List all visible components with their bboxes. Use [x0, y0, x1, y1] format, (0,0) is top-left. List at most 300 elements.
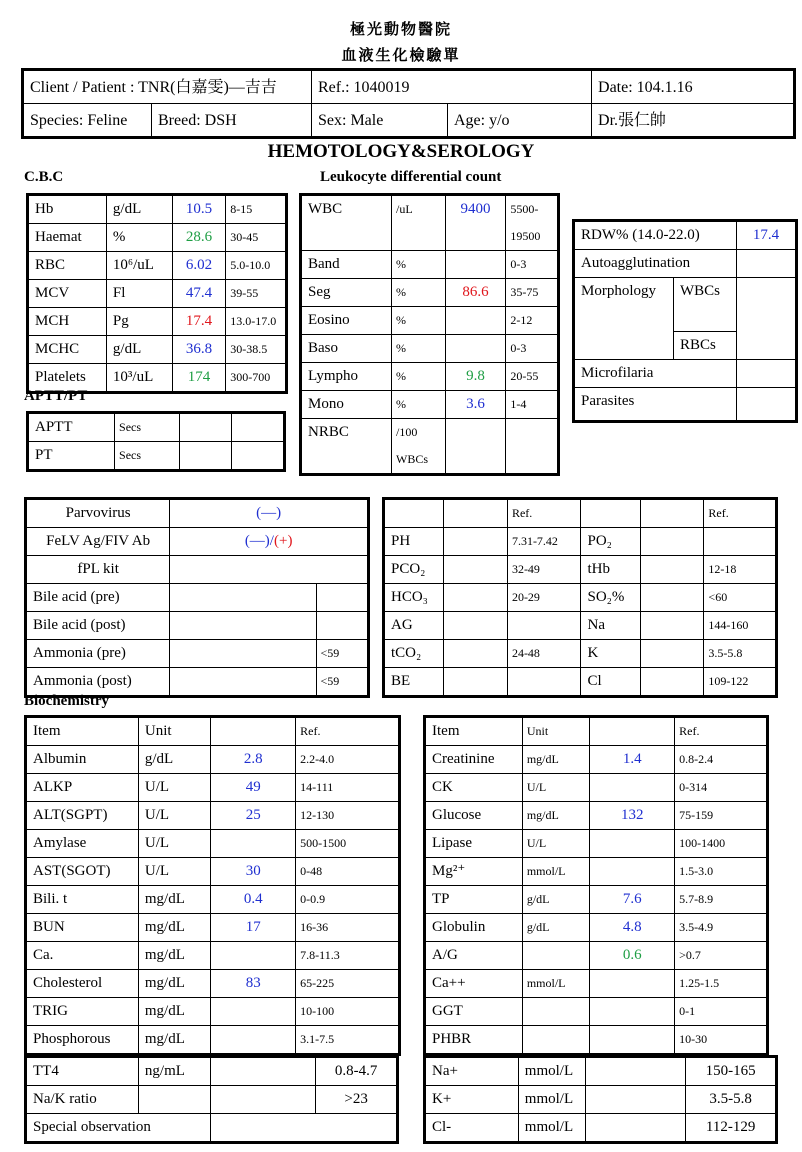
table-cell: mg/dL	[138, 942, 211, 970]
result-value: 83	[211, 970, 296, 998]
result-value: 47.4	[172, 280, 226, 308]
table-row	[425, 1057, 777, 1086]
table-cell	[640, 499, 703, 528]
table-cell: Fl	[106, 280, 172, 308]
table-cell	[211, 717, 296, 746]
table-cell	[444, 612, 507, 640]
table-cell	[640, 640, 703, 668]
row-label: BUN	[26, 914, 139, 942]
row-label: Hb	[28, 195, 107, 224]
table-row	[301, 307, 559, 335]
ref-number: Ref.: 1040019	[312, 70, 592, 104]
aptt-table	[26, 411, 286, 472]
table-cell: U/L	[138, 774, 211, 802]
table-cell	[522, 1026, 590, 1055]
table-cell	[179, 413, 232, 442]
table-row	[301, 279, 559, 307]
table-cell: <60	[704, 584, 777, 612]
row-label: Phosphorous	[26, 1026, 139, 1055]
table-cell: 500-1500	[296, 830, 400, 858]
hospital-name: 極光動物醫院	[349, 22, 452, 38]
table-cell	[590, 1026, 675, 1055]
row-label: Special observation	[26, 1114, 211, 1143]
morphology-value	[737, 278, 797, 360]
table-row	[425, 970, 768, 998]
table-cell	[640, 612, 703, 640]
table-row	[425, 802, 768, 830]
table-cell: 0-314	[675, 774, 768, 802]
row-label: Ca.	[26, 942, 139, 970]
sex: Sex: Male	[312, 104, 448, 138]
breed: Breed: DSH	[152, 104, 312, 138]
table-cell: Cl	[581, 668, 640, 697]
bioL-table	[24, 715, 401, 1056]
table-cell: 13.0-17.0	[226, 308, 287, 336]
table-cell: 35-75	[506, 279, 559, 307]
table-cell	[704, 528, 777, 556]
row-label: MCHC	[28, 336, 107, 364]
row-label: MCH	[28, 308, 107, 336]
row-label: PHBR	[425, 1026, 523, 1055]
table-cell	[590, 774, 675, 802]
result-value: (—)	[170, 499, 369, 528]
row-label: Band	[301, 251, 392, 279]
table-cell	[211, 998, 296, 1026]
result-value: 30	[211, 858, 296, 886]
table-cell: 3.5-5.8	[686, 1086, 777, 1114]
row-label: PH	[384, 528, 444, 556]
table-row	[26, 584, 369, 612]
table-cell: 100-1400	[675, 830, 768, 858]
misc-table	[24, 1055, 399, 1144]
table-cell: 0.8-2.4	[675, 746, 768, 774]
table-cell	[445, 335, 506, 363]
row-label: MCV	[28, 280, 107, 308]
table-cell: >0.7	[675, 942, 768, 970]
row-label: AST(SGOT)	[26, 858, 139, 886]
table-cell: SO₂%	[581, 584, 640, 612]
table-cell	[444, 499, 507, 528]
table-cell: Unit	[138, 717, 211, 746]
table-cell: <59	[316, 668, 368, 697]
result-value: 25	[211, 802, 296, 830]
row-label: APTT	[28, 413, 115, 442]
table-cell: ng/mL	[138, 1057, 211, 1086]
row-label: Lipase	[425, 830, 523, 858]
table-row	[384, 556, 777, 584]
table-cell	[640, 556, 703, 584]
table-cell: <59	[316, 640, 368, 668]
table-cell	[586, 1057, 686, 1086]
table-cell: Secs	[115, 413, 180, 442]
table-cell: 10-100	[296, 998, 400, 1026]
table-cell: 3.5-5.8	[704, 640, 777, 668]
row-label: TP	[425, 886, 523, 914]
table-row	[26, 499, 369, 528]
table-cell: U/L	[138, 858, 211, 886]
table-cell	[590, 717, 675, 746]
table-cell: mmol/L	[522, 858, 590, 886]
table-row	[26, 998, 400, 1026]
table-cell	[640, 668, 703, 697]
row-label: GGT	[425, 998, 523, 1026]
table-cell: 14-111	[296, 774, 400, 802]
row-label: Na+	[425, 1057, 519, 1086]
result-part: (+)	[273, 533, 293, 549]
row-label: tCO₂	[384, 640, 444, 668]
table-cell	[170, 584, 316, 612]
table-cell: g/dL	[106, 336, 172, 364]
table-row	[384, 640, 777, 668]
table-row	[26, 1114, 398, 1143]
table-row	[26, 942, 400, 970]
table-cell	[444, 528, 507, 556]
row-label: PCO₂	[384, 556, 444, 584]
table-cell	[444, 556, 507, 584]
result-value: 4.8	[590, 914, 675, 942]
table-cell	[445, 251, 506, 279]
table-cell	[590, 970, 675, 998]
row-label: Seg	[301, 279, 392, 307]
table-cell: 32-49	[507, 556, 581, 584]
elec-table	[423, 1055, 778, 1144]
table-cell: Secs	[115, 442, 180, 471]
table-cell: U/L	[522, 830, 590, 858]
rdw-value: 17.4	[737, 221, 797, 250]
table-row	[425, 774, 768, 802]
parasites-value	[737, 388, 797, 422]
morphology-rbcs-label: RBCs	[674, 332, 737, 360]
table-row	[26, 640, 369, 668]
row-label: Glucose	[425, 802, 523, 830]
table-cell	[590, 998, 675, 1026]
row-label: Amylase	[26, 830, 139, 858]
row-label: FeLV Ag/FIV Ab	[26, 528, 170, 556]
table-row	[26, 1026, 400, 1055]
table-cell: mg/dL	[522, 802, 590, 830]
table-row	[26, 1057, 398, 1086]
table-cell: U/L	[138, 802, 211, 830]
table-cell	[522, 942, 590, 970]
table-cell: 16-36	[296, 914, 400, 942]
row-label: Platelets	[28, 364, 107, 393]
table-cell: 2-12	[506, 307, 559, 335]
table-row	[28, 224, 287, 252]
section-label-biochemistry: Biochemistry	[24, 693, 109, 709]
table-row	[425, 746, 768, 774]
row-label: Lympho	[301, 363, 392, 391]
doctor: Dr.張仁帥	[592, 104, 795, 138]
table-cell	[232, 413, 285, 442]
table-cell	[211, 1026, 296, 1055]
table-cell: 300-700	[226, 364, 287, 393]
table-row	[425, 942, 768, 970]
table-cell: Ref.	[507, 499, 581, 528]
row-label: Haemat	[28, 224, 107, 252]
row-label: ALT(SGPT)	[26, 802, 139, 830]
table-cell	[211, 1114, 398, 1143]
table-cell	[211, 942, 296, 970]
row-label: Creatinine	[425, 746, 523, 774]
table-cell: g/dL	[522, 886, 590, 914]
table-cell	[444, 584, 507, 612]
row-label: Mg²⁺	[425, 858, 523, 886]
table-cell	[590, 830, 675, 858]
row-label: Albumin	[26, 746, 139, 774]
table-cell: Ref.	[296, 717, 400, 746]
table-row	[425, 830, 768, 858]
table-row	[384, 584, 777, 612]
table-cell	[211, 830, 296, 858]
row-label: Item	[425, 717, 523, 746]
table-cell: /100 WBCs	[392, 419, 446, 475]
microfilaria-value	[737, 360, 797, 388]
table-cell: 0-1	[675, 998, 768, 1026]
table-cell	[586, 1114, 686, 1143]
table-cell: mmol/L	[518, 1086, 586, 1114]
table-cell: Na	[581, 612, 640, 640]
table-cell	[211, 1086, 316, 1114]
result-value: 17	[211, 914, 296, 942]
table-cell: Ref.	[675, 717, 768, 746]
table-cell: %	[392, 391, 446, 419]
table-cell: 5.0-10.0	[226, 252, 287, 280]
row-label: Parvovirus	[26, 499, 170, 528]
table-cell: 0-48	[296, 858, 400, 886]
table-cell: g/dL	[138, 746, 211, 774]
row-label: Mono	[301, 391, 392, 419]
table-cell	[507, 612, 581, 640]
table-row	[26, 830, 400, 858]
table-cell: %	[392, 335, 446, 363]
table-cell: Unit	[522, 717, 590, 746]
table-row	[425, 1026, 768, 1055]
result-value: 9.8	[445, 363, 506, 391]
row-label: Bili. t	[26, 886, 139, 914]
table-cell: 1.25-1.5	[675, 970, 768, 998]
table-row	[301, 251, 559, 279]
row-label: TT4	[26, 1057, 139, 1086]
table-row	[26, 528, 369, 556]
table-cell: 30-45	[226, 224, 287, 252]
table-cell: %	[392, 363, 446, 391]
table-cell: mg/dL	[522, 746, 590, 774]
table-row	[28, 308, 287, 336]
table-row	[28, 252, 287, 280]
table-cell: mg/dL	[138, 970, 211, 998]
table-cell: g/dL	[522, 914, 590, 942]
table-cell: 0-3	[506, 335, 559, 363]
row-label: Item	[26, 717, 139, 746]
table-cell: %	[106, 224, 172, 252]
table-cell: 144-160	[704, 612, 777, 640]
result-value: 3.6	[445, 391, 506, 419]
table-cell: 12-18	[704, 556, 777, 584]
table-cell	[586, 1086, 686, 1114]
table-cell	[232, 442, 285, 471]
table-cell: 109-122	[704, 668, 777, 697]
microfilaria-label: Microfilaria	[574, 360, 737, 388]
row-label: K+	[425, 1086, 519, 1114]
section-title-hemotology: HEMOTOLOGY&SEROLOGY	[267, 141, 535, 162]
table-cell: 0-3	[506, 251, 559, 279]
table-row	[301, 419, 559, 475]
table-row	[425, 886, 768, 914]
table-row	[384, 499, 777, 528]
table-cell	[640, 528, 703, 556]
result-value: 0.4	[211, 886, 296, 914]
result-value: 6.02	[172, 252, 226, 280]
result-value: 49	[211, 774, 296, 802]
table-row	[28, 336, 287, 364]
table-cell: 12-130	[296, 802, 400, 830]
table-cell: 10³/uL	[106, 364, 172, 393]
table-cell: 65-225	[296, 970, 400, 998]
result-value: 17.4	[172, 308, 226, 336]
table-cell: 24-48	[507, 640, 581, 668]
parasites-label: Parasites	[574, 388, 737, 422]
table-row	[26, 668, 369, 697]
table-row	[26, 914, 400, 942]
table-cell: g/dL	[106, 195, 172, 224]
table-cell	[170, 612, 316, 640]
table-cell: mmol/L	[522, 970, 590, 998]
table-cell: K	[581, 640, 640, 668]
table-row	[26, 970, 400, 998]
table-row	[26, 858, 400, 886]
table-cell	[590, 858, 675, 886]
table-cell: mg/dL	[138, 886, 211, 914]
table-row	[425, 858, 768, 886]
rdw-morphology-table	[572, 219, 798, 423]
table-cell	[522, 998, 590, 1026]
table-cell	[179, 442, 232, 471]
table-cell: 3.5-4.9	[675, 914, 768, 942]
table-cell: 1.5-3.0	[675, 858, 768, 886]
autoagglutination-label: Autoagglutination	[574, 250, 737, 278]
autoagglutination-value	[737, 250, 797, 278]
table-row	[28, 364, 287, 393]
table-cell: 10⁶/uL	[106, 252, 172, 280]
table-row	[425, 1086, 777, 1114]
row-label: AG	[384, 612, 444, 640]
table-cell: 1-4	[506, 391, 559, 419]
table-row	[301, 363, 559, 391]
cbc-table	[26, 193, 288, 394]
row-label: Bile acid (pre)	[26, 584, 170, 612]
table-row	[301, 195, 559, 251]
table-cell: 5500- 19500	[506, 195, 559, 251]
table-row	[28, 442, 285, 471]
table-cell	[170, 640, 316, 668]
result-value: 36.8	[172, 336, 226, 364]
table-cell: Pg	[106, 308, 172, 336]
row-label: Eosino	[301, 307, 392, 335]
table-cell: 20-29	[507, 584, 581, 612]
result-value: 10.5	[172, 195, 226, 224]
table-cell	[138, 1086, 211, 1114]
table-cell: >23	[316, 1086, 398, 1114]
row-label: Ammonia (post)	[26, 668, 170, 697]
patient-info-table	[21, 68, 796, 139]
table-cell: mg/dL	[138, 914, 211, 942]
table-cell	[581, 499, 640, 528]
table-cell	[316, 584, 368, 612]
table-cell: 0-0.9	[296, 886, 400, 914]
table-cell: /uL	[392, 195, 446, 251]
row-label: A/G	[425, 942, 523, 970]
table-row	[425, 998, 768, 1026]
date: Date: 104.1.16	[592, 70, 795, 104]
section-label-aptt: APTT/PT	[24, 388, 88, 404]
row-label: ALKP	[26, 774, 139, 802]
table-cell: 7.31-7.42	[507, 528, 581, 556]
table-row	[26, 717, 400, 746]
table-cell: PO₂	[581, 528, 640, 556]
species: Species: Feline	[23, 104, 152, 138]
result-value	[170, 528, 369, 556]
result-value: 174	[172, 364, 226, 393]
row-label: WBC	[301, 195, 392, 251]
section-label-leukocyte: Leukocyte differential count	[320, 169, 502, 185]
table-cell: 7.8-11.3	[296, 942, 400, 970]
table-cell: mg/dL	[138, 1026, 211, 1055]
table-cell: 75-159	[675, 802, 768, 830]
table-row	[26, 556, 369, 584]
table-cell	[444, 668, 507, 697]
table-cell	[316, 612, 368, 640]
table-row	[384, 612, 777, 640]
table-cell: %	[392, 307, 446, 335]
result-value: 9400	[445, 195, 506, 251]
result-value: 86.6	[445, 279, 506, 307]
table-cell	[445, 307, 506, 335]
row-label: PT	[28, 442, 115, 471]
table-cell	[444, 640, 507, 668]
row-label: Ca++	[425, 970, 523, 998]
table-cell: 0.8-4.7	[316, 1057, 398, 1086]
result-value: 132	[590, 802, 675, 830]
table-cell: 30-38.5	[226, 336, 287, 364]
table-row	[26, 612, 369, 640]
table-row	[301, 335, 559, 363]
table-cell	[211, 1057, 316, 1086]
table-cell	[507, 668, 581, 697]
row-label: RBC	[28, 252, 107, 280]
table-cell: 3.1-7.5	[296, 1026, 400, 1055]
table-row	[425, 1114, 777, 1143]
leuko-table	[299, 193, 560, 476]
table-cell: 2.2-4.0	[296, 746, 400, 774]
row-label: Globulin	[425, 914, 523, 942]
table-row	[26, 886, 400, 914]
serology-table	[24, 497, 370, 698]
section-label-cbc: C.B.C	[24, 169, 64, 185]
result-part: (—)/	[244, 533, 274, 549]
table-row	[384, 668, 777, 697]
table-cell: 10-30	[675, 1026, 768, 1055]
row-label: Cholesterol	[26, 970, 139, 998]
table-row	[26, 1086, 398, 1114]
result-value: 28.6	[172, 224, 226, 252]
gas-table	[382, 497, 778, 698]
table-cell: U/L	[138, 830, 211, 858]
row-label: Baso	[301, 335, 392, 363]
row-label: CK	[425, 774, 523, 802]
table-cell: 39-55	[226, 280, 287, 308]
table-row	[26, 746, 400, 774]
row-label: Bile acid (post)	[26, 612, 170, 640]
